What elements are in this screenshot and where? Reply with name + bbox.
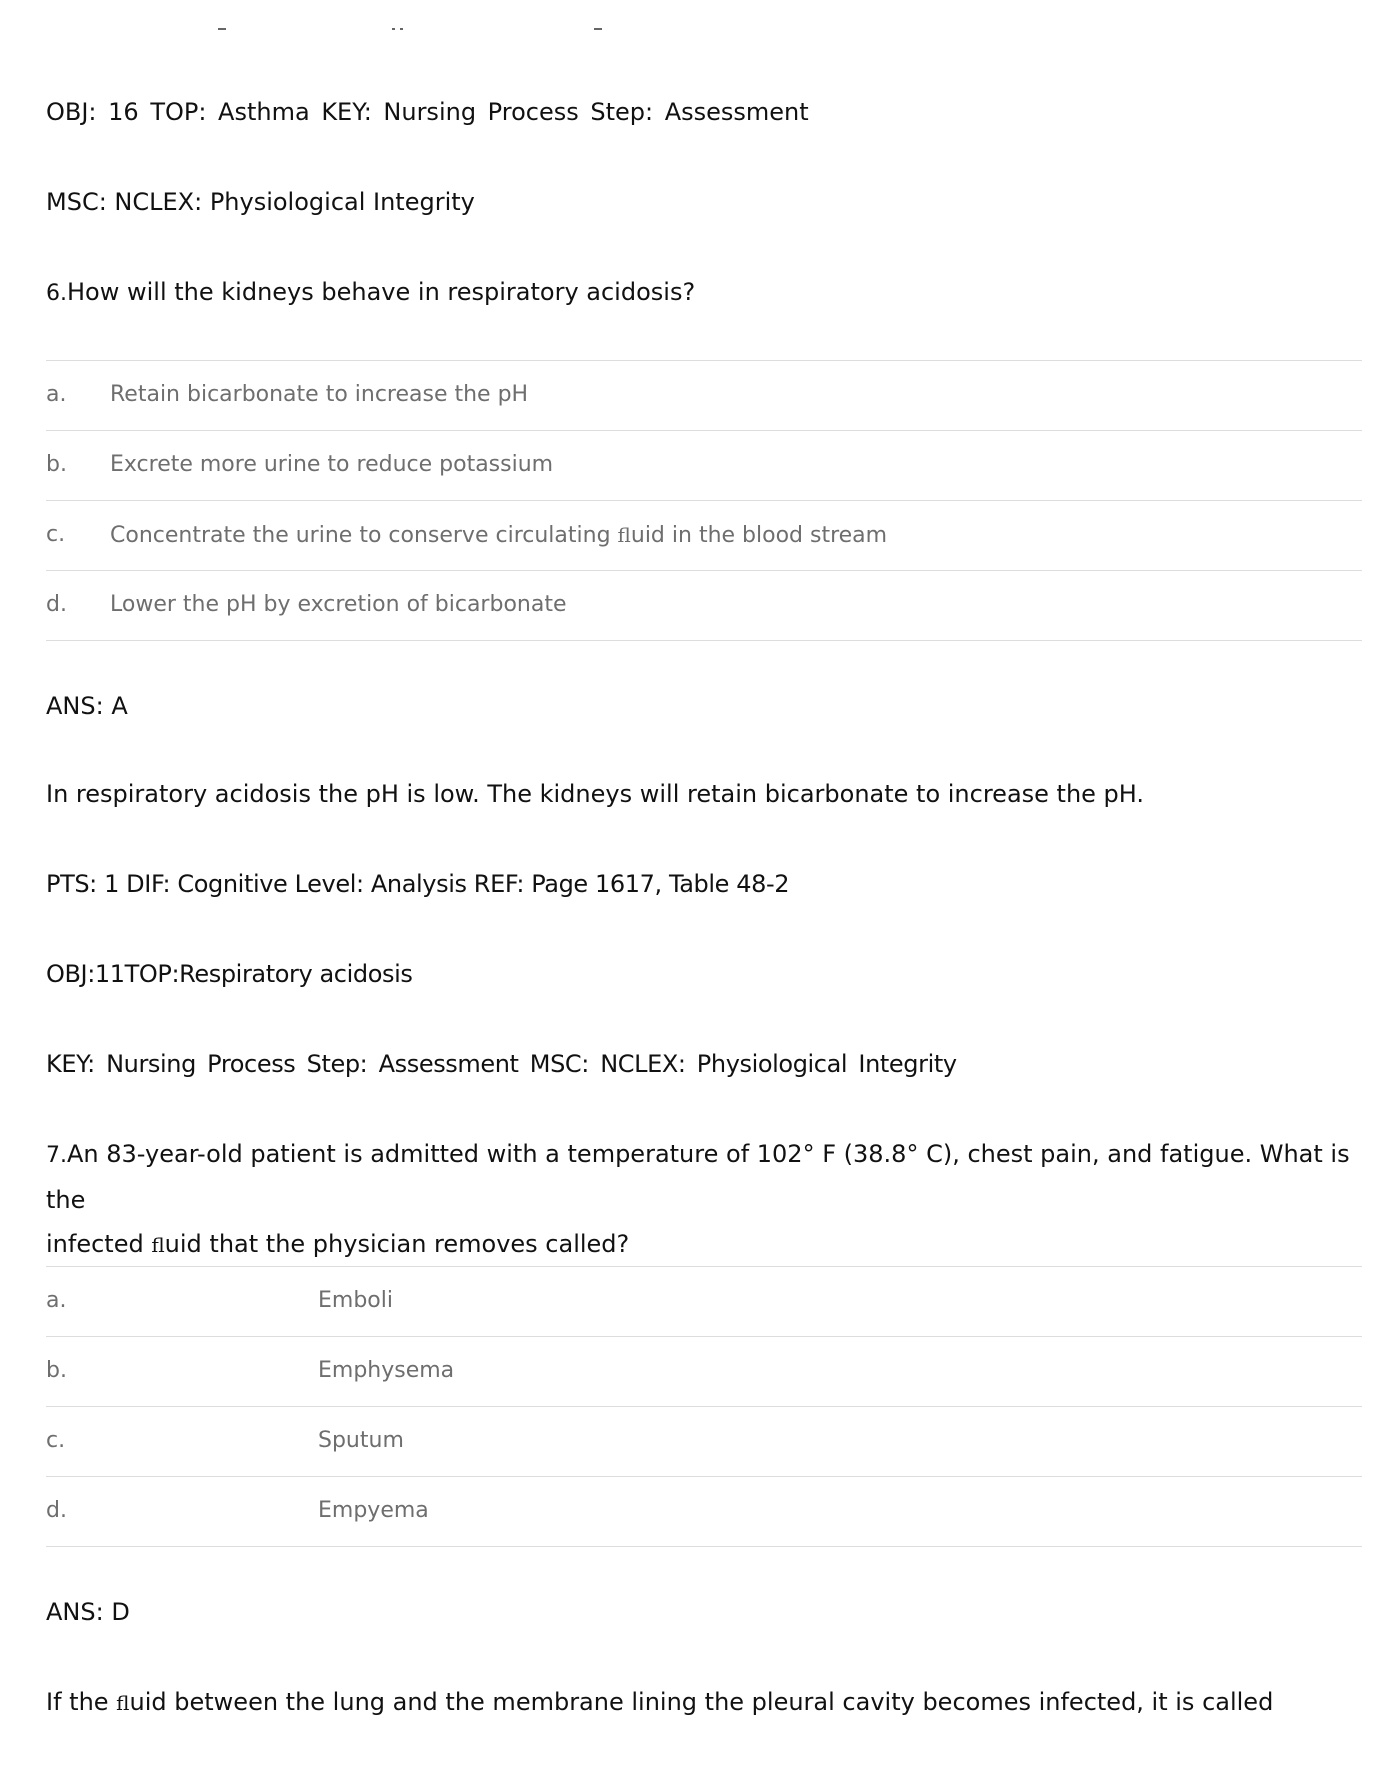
choice-letter: a. <box>46 382 67 407</box>
rationale-7 <box>46 1686 1273 1719</box>
choice-letter: d. <box>46 1498 67 1523</box>
choice-text: Sputum <box>318 1428 404 1453</box>
choice-b <box>46 431 1362 501</box>
key-line-6: KEY: Nursing Process Step: Assessment MSC: NCLEX: Physiological Integrity <box>46 1050 957 1078</box>
choice-text: Empyema <box>318 1498 429 1523</box>
question-text: An 83-year-old patient is admitted with a temperature of 102° F (38.8° C), chest pain, and fatigue. What is the <box>46 1140 1350 1214</box>
question-7-stem <box>46 1132 1366 1267</box>
question-6-stem <box>46 276 695 310</box>
question-number: 6. <box>46 281 67 306</box>
fl-ligature: ﬂ <box>617 523 631 547</box>
choice-text: Lower the pH by excretion of bicarbonate <box>110 592 567 617</box>
cropped-text-fragment <box>392 28 395 34</box>
choice-letter: b. <box>46 1358 67 1383</box>
question-text-part: infected <box>46 1230 152 1258</box>
choice-letter: a. <box>46 1288 67 1313</box>
fl-ligature: ﬂ <box>116 1691 130 1715</box>
choice-d <box>46 1477 1362 1547</box>
rationale-text-part: uid between the lung and the membrane lining the pleural cavity becomes infected, it is called <box>129 1688 1274 1716</box>
choice-text: Retain bicarbonate to increase the pH <box>110 382 529 407</box>
choice-c <box>46 1407 1362 1477</box>
choice-text-part: Concentrate the urine to conserve circulating <box>110 523 618 548</box>
choice-text: Excrete more urine to reduce potassium <box>110 452 554 477</box>
question-number: 7. <box>46 1143 67 1168</box>
fl-ligature: ﬂ <box>151 1233 165 1257</box>
question-6-choices <box>46 360 1362 641</box>
choice-b <box>46 1337 1362 1407</box>
question-7-line-1 <box>46 1132 1366 1222</box>
cropped-text-fragment <box>400 28 403 34</box>
choice-letter: c. <box>46 1428 66 1453</box>
rationale-text-part: If the <box>46 1688 117 1716</box>
choice-c <box>46 501 1362 571</box>
choice-text-part: uid in the blood stream <box>630 523 888 548</box>
choice-text: Emboli <box>318 1288 393 1313</box>
choice-text <box>110 520 887 551</box>
msc-line: MSC: NCLEX: Physiological Integrity <box>46 188 475 216</box>
choice-letter: b. <box>46 452 67 477</box>
choice-letter: d. <box>46 592 67 617</box>
obj-top-key-line: OBJ: 16 TOP: Asthma KEY: Nursing Process Step: Assessment <box>46 98 809 126</box>
choice-a <box>46 361 1362 431</box>
cropped-text-fragment <box>594 28 602 34</box>
choice-d <box>46 571 1362 641</box>
question-text: How will the kidneys behave in respiratory acidosis? <box>67 278 696 306</box>
answer-7: ANS: D <box>46 1598 130 1626</box>
choice-a <box>46 1267 1362 1337</box>
question-7-choices <box>46 1266 1362 1547</box>
question-7-line-2 <box>46 1222 1366 1267</box>
choice-text: Emphysema <box>318 1358 455 1383</box>
pts-line-6: PTS: 1 DIF: Cognitive Level: Analysis REF: Page 1617, Table 48-2 <box>46 870 790 898</box>
rationale-6: In respiratory acidosis the pH is low. The kidneys will retain bicarbonate to increase the pH. <box>46 780 1145 808</box>
obj-line-6: OBJ:11TOP:Respiratory acidosis <box>46 960 413 988</box>
answer-6: ANS: A <box>46 692 128 720</box>
question-text-part: uid that the physician removes called? <box>164 1230 630 1258</box>
cropped-text-fragment <box>218 28 226 34</box>
choice-letter: c. <box>46 522 66 547</box>
